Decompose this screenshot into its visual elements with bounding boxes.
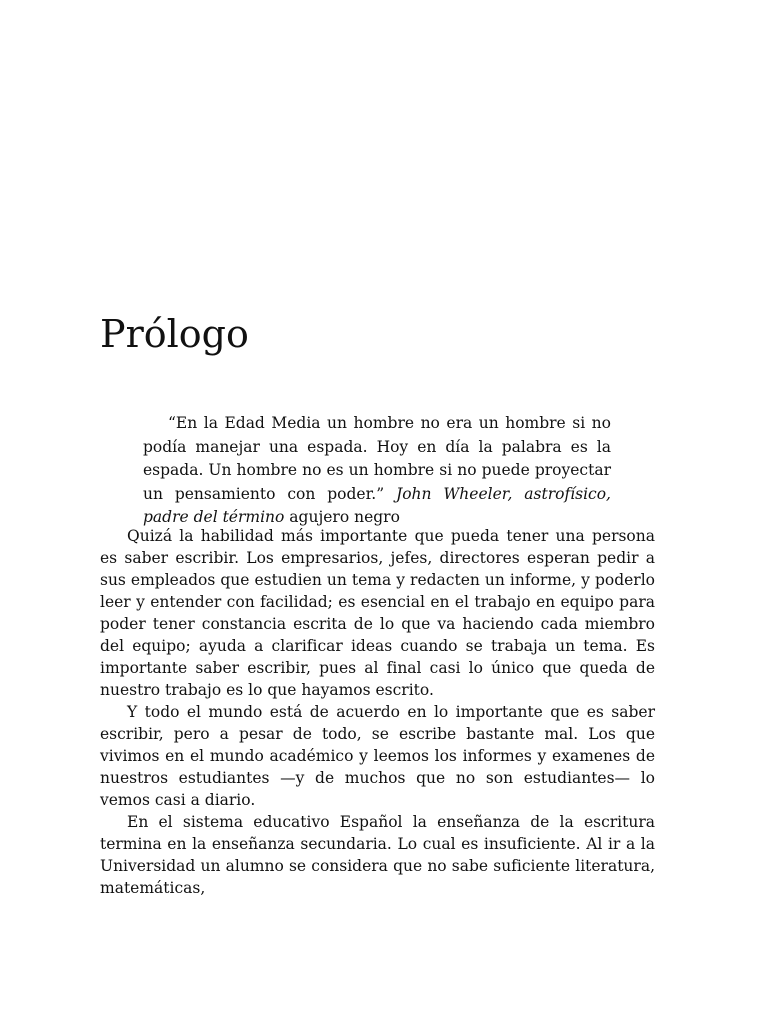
epigraph-attribution: John Wheeler, astrofísico, padre del término — [143, 484, 611, 526]
epigraph-quote: “En la Edad Media un hombre no era un hombre si no podía manejar una espada. Hoy en día la palabra es la espada. Un hombre no es un hombre si no puede proyectar un pensamiento con poder.” — [143, 414, 611, 503]
paragraph-3: En el sistema educativo Español la enseñanza de la escritura termina en la enseñanza secundaria. Lo cual es insuficiente. Al ir a la Universidad un alumno se considera que no sabe suficiente literatura, matemáticas, — [100, 813, 655, 897]
paragraph-2: Y todo el mundo está de acuerdo en lo importante que es saber escribir, pero a pesar de todo, se escribe bastante mal. Los que vivimos en el mundo académico y leemos los informes y examenes de nuestros estudiantes —y de muchos que no son estudiantes— lo vemos casi a diario. — [100, 703, 655, 809]
chapter-title: Prólogo — [100, 312, 249, 356]
epigraph — [143, 412, 611, 530]
paragraph-1: Quizá la habilidad más importante que pueda tener una persona es saber escribir. Los empresarios, jefes, directores esperan pedir a sus empleados que estudien un tema y redacten un informe, y poderlo leer y entender con facilidad; es esencial en el trabajo en equipo para poder tener constancia escrita de lo que va haciendo cada miembro del equipo; ayuda a clarificar ideas cuando se trabaja un tema. Es importante saber escribir, pues al final casi lo único que queda de nuestro trabajo es lo que hayamos escrito. — [100, 527, 655, 699]
epigraph-attribution-tail: agujero negro — [289, 508, 400, 526]
body-text — [100, 525, 655, 899]
